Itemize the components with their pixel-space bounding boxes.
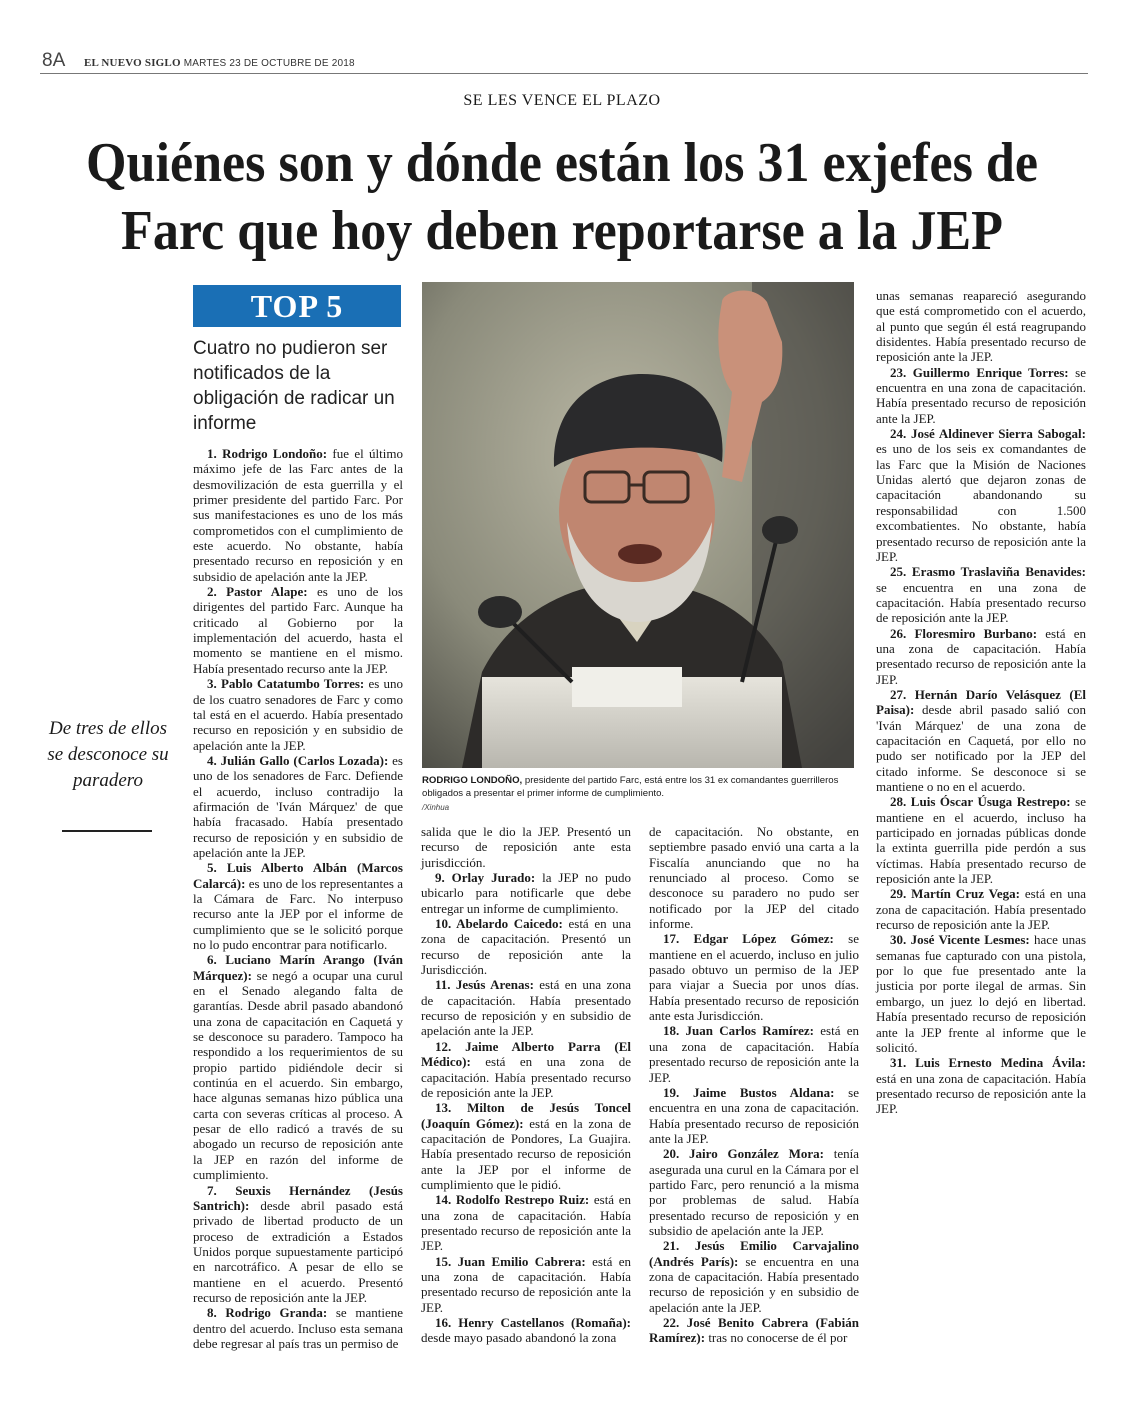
entry-12 [421,1039,631,1100]
entry-name: 12. Jaime Alberto Parra (El Médico): [421,1038,631,1070]
entry-name: 19. Jaime Bustos Aldana: [663,1084,835,1100]
entry-text: está en una zona de capacitación. Había presentado recurso de reposición ante la JEP. [649,1023,859,1085]
entry-text: está en una zona de capacitación. Había presentado recurso de reposición ante la JEP. [876,1070,1086,1117]
entry-text-continued: unas semanas reapareció asegurando que está comprometido con el acuerdo, al punto que según él está reagrupando disidentes. Había presentado recurso de reposición ante la JEP. [876,288,1086,365]
entry-10 [421,916,631,977]
entry-text: tenía asegurada una curul en la Cámara por el partido Farc, pero renunció a la misma por problemas de salud. Había presentado recurso de reposición y en subsidio de apelación ante la JEP. [649,1146,860,1238]
caption-text: presidente del partido Farc, está entre los 31 ex comandantes guerrilleros obligados a presentar el primer informe de cumplimiento. [422,775,839,799]
entry-name: 11. Jesús Arenas: [435,977,534,993]
entry-name: 4. Julián Gallo (Carlos Lozada): [207,752,389,768]
header-rule [40,73,1088,74]
entry-text: desde abril pasado está privado de libertad producto de un proceso de extradición a Estados Unidos porque supuestamente participó en narcotráfico. A pesar de ello se mantiene en el acuerdo. Presentó recurso de reposición ante la JEP. [193,1197,403,1305]
entry-3 [193,676,403,753]
entry-16 [421,1315,631,1346]
entry-20 [649,1146,859,1238]
entry-name: 29. Martín Cruz Vega: [890,886,1020,902]
entry-6 [193,952,403,1182]
entry-name: 9. Orlay Jurado: [435,870,536,886]
entry-text: la JEP no pudo ubicarlo para notificarle que debe entregar un informe de cumplimiento. [421,870,631,916]
entry-name: 7. Seuxis Hernández (Jesús Santrich): [193,1182,403,1213]
entry-18 [649,1023,859,1084]
entry-30 [876,932,1086,1055]
article-column-2 [421,824,631,1346]
entry-name: 14. Rodolfo Restrepo Ruiz: [435,1192,590,1208]
entry-text: está en una zona de capacitación. Había presentado recurso de reposición ante la JEP. [876,886,1086,933]
entry-22 [649,1315,859,1346]
entry-text: se mantiene en el acuerdo, incluso ha participado en jornadas públicas donde la extinta guerrilla pide perdón a sus víctimas. Había presentado recurso de reposición ante la JEP. [876,794,1086,887]
entry-22 [876,288,1086,365]
photo-rodrigo-londono [422,282,854,768]
entry-31 [876,1055,1086,1116]
entry-text: está en una zona de capacitación. Había presentado recurso de reposición y en subsidio de apelación ante la JEP. [421,977,631,1039]
entry-21 [649,1238,859,1315]
pull-quote: De tres de ellos se desconoce su paradero [47,718,169,791]
entry-15 [421,1254,631,1315]
kicker: SE LES VENCE EL PLAZO [463,92,661,109]
headline-line-2: Farc que hoy deben reportarse a la JEP [121,200,1003,262]
entry-name: 22. José Benito Cabrera (Fabián Ramírez): [649,1315,859,1346]
entry-text: fue el último máximo jefe de las Farc antes de la desmovilización de esta guerrilla y el primer presidente del partido Farc. Por sus manifestaciones es uno de los más comprometidos con el cumplimiento de este acuerdo. No obstante, había presentado recurso en reposición y en subsidio de apelación ante la JEP. [193,446,403,584]
entry-name: 6. Luciano Marín Arango (Iván Márquez): [193,952,403,983]
entry-text: está en una zona de capacitación. Había presentado recurso de reposición ante la JEP. [421,1192,631,1254]
entry-text: se encuentra en una zona de capacitación. Había presentado recurso de reposición y en subsidio de apelación ante la JEP. [649,1253,859,1315]
entry-text: está en la zona de capacitación de Pondores, La Guajira. Había presentado recurso de reposición ante la JEP por el informe de cumplimiento que le pidió. [421,1115,631,1192]
entry-name: 25. Erasmo Traslaviña Benavides: [890,564,1086,580]
masthead-line [84,57,355,69]
entry-16 [649,824,859,931]
entry-text: se mantiene dentro del acuerdo. Incluso esta semana debe regresar al país tras un permiso de [193,1305,403,1351]
entry-text: está en una zona de capacitación. Había presentado recurso de reposición ante la JEP. [876,625,1086,687]
entry-24 [876,426,1086,564]
entry-text: es uno de los cuatro senadores de Farc y como tal está en el acuerdo. Había presentado recurso en reposición y en subsidio de apelación ante la JEP. [193,676,403,753]
entry-name: 15. Juan Emilio Cabrera: [435,1253,586,1269]
entry-name: 2. Pastor Alape: [207,584,308,600]
article-column-4 [876,288,1086,1117]
entry-text: se negó a ocupar una curul en el Senado alegando falta de garantías. Desde abril pasado abandonó una zona de capacitación en Caquetá y se desconoce su paradero. Tampoco ha respondido a los requerimientos de su propio partido pidiéndole decir si continúa en el acuerdo. Sin embargo, hace algunas semanas hizo pública una carta con severas críticas al proceso. A pesar de ello radicó a través de su abogado un recurso de reposición ante la JEP en razón del informe de cumplimiento. [193,967,403,1183]
entry-text: se mantiene en el acuerdo, incluso en julio pasado obtuvo un permiso de la JEP para viajar a Suecia por unos días. Había presentado recurso de reposición ante esta Jurisdicción. [649,931,859,1024]
entry-name: 3. Pablo Catatumbo Torres: [207,676,365,692]
entry-text: desde mayo pasado abandonó la zona [421,1330,617,1346]
entry-text: es uno de los senadores de Farc. Defiende el acuerdo, incluso contradijo la afirmación de 'Iván Márquez' de que había fracasado. Había presentado recurso de reposición y en subsidio de apelación ante la JEP. [193,752,403,860]
entry-text: es uno de los seis ex comandantes de las Farc que la Misión de Naciones Unidas alertó que dejaron zonas de capacitación abandonando su responsabilidad con 1.500 excombatientes. No obstante, había presentado recurso de reposición ante la JEP. [876,441,1086,564]
entry-text: se encuentra en una zona de capacitación. Había presentado recurso de reposición ante la JEP. [876,364,1086,426]
subhead: Cuatro no pudieron ser notificados de la obligación de radicar un informe [193,338,395,434]
entry-name: 16. Henry Castellanos (Romaña): [435,1315,631,1330]
entry-27 [876,687,1086,794]
issue-date: MARTES 23 DE OCTUBRE DE 2018 [183,58,355,69]
entry-text: es uno de los representantes a la Cámara de Farc. No interpuso recurso ante la JEP por el informe de cumplimiento que se le solicitó porque no lo pudo encontrar para notificarlo. [193,875,403,952]
entry-text: tras no conocerse de él por [705,1330,848,1346]
entry-14 [421,1192,631,1253]
entry-text: es uno de los dirigentes del partido Farc. Aunque ha criticado al Gobierno por la implementación del acuerdo, hasta el momento se mantiene en el mismo. Había presentado recurso ante la JEP. [193,584,403,676]
caption-name: RODRIGO LONDOÑO, [422,775,523,786]
entry-name: 13. Milton de Jesús Toncel (Joaquín Gómez): [421,1100,631,1131]
entry-name: 27. Hernán Darío Velásquez (El Paisa): [876,686,1086,718]
newspaper-name: EL NUEVO SIGLO [84,57,181,69]
headline-line-1: Quiénes son y dónde están los 31 exjefes de [86,132,1038,194]
entry-28 [876,794,1086,886]
entry-name: 10. Abelardo Caicedo: [435,916,563,932]
entry-11 [421,977,631,1038]
entry-name: 20. Jairo González Mora: [663,1146,824,1162]
entry-name: 31. Luis Ernesto Medina Ávila: [890,1055,1086,1071]
top5-banner: TOP 5 [193,285,401,327]
entry-1 [193,446,403,584]
entry-8 [193,1305,403,1351]
photo-illustration [422,282,854,768]
entry-text: se encuentra en una zona de capacitación. Había presentado recurso de reposición ante la JEP. [649,1084,859,1146]
entry-text: está en una zona de capacitación. Presentó un recurso de reposición ante la Jurisdicción. [421,916,631,978]
entry-9 [421,870,631,916]
entry-name: 21. Jesús Emilio Carvajalino (Andrés París): [649,1238,859,1269]
entry-name: 24. José Aldinever Sierra Sabogal: [890,426,1086,442]
entry-8 [421,824,631,870]
page-number: 8A [42,50,66,71]
entry-name: 1. Rodrigo Londoño: [207,446,328,461]
entry-2 [193,584,403,676]
entry-text: hace unas semanas fue capturado con una pistola, por lo que fue presentado ante la justicia por porte ilegal de armas. Sin embargo, un juez lo dejó en libertad. Había presentado recurso de reposición ante la JEP frente al informe que le solicitó. [876,932,1086,1055]
entry-26 [876,626,1086,687]
entry-text-continued: salida que le dio la JEP. Presentó un recurso de reposición ante esta jurisdicción. [421,824,631,870]
entry-4 [193,753,403,860]
entry-text-continued: de capacitación. No obstante, en septiembre pasado envió una carta a la Fiscalía anunciando que no ha renunciado al proceso. Como se desconoce su paradero no pudo ser notificado por la JEP del citado informe. [649,824,859,932]
entry-text: desde abril pasado salió con 'Iván Márquez' de una zona de capacitación en Caquetá, por ello no pudo ser notificado por la JEP del citado informe. Se desconoce si se mantiene o no en el acuerdo. [876,702,1086,794]
entry-name: 8. Rodrigo Granda: [207,1305,328,1321]
entry-text: está en una zona de capacitación. Había presentado recurso de reposición ante la JEP. [421,1253,631,1315]
entry-name: 18. Juan Carlos Ramírez: [663,1023,815,1039]
entry-name: 26. Floresmiro Burbano: [890,625,1038,641]
pull-quote-rule [62,830,152,832]
entry-text: está en una zona de capacitación. Había presentado recurso de reposición ante la JEP. [421,1054,631,1100]
entry-23 [876,365,1086,426]
article-column-1 [193,446,403,1351]
entry-name: 30. José Vicente Lesmes: [890,932,1030,948]
photo-credit: /Xinhua [422,803,450,812]
entry-name: 17. Edgar López Gómez: [663,931,834,947]
entry-7 [193,1183,403,1306]
entry-19 [649,1085,859,1146]
entry-25 [876,564,1086,625]
article-column-3 [649,824,859,1346]
entry-name: 28. Luis Óscar Úsuga Restrepo: [890,794,1071,810]
entry-17 [649,931,859,1023]
entry-text: se encuentra en una zona de capacitación. Había presentado recurso de reposición ante la JEP. [876,579,1086,626]
entry-5 [193,860,403,952]
entry-13 [421,1100,631,1192]
entry-name: 23. Guillermo Enrique Torres: [890,364,1069,380]
entry-name: 5. Luis Alberto Albán (Marcos Calarcá): [193,860,403,891]
photo-caption [422,774,854,800]
entry-29 [876,886,1086,932]
